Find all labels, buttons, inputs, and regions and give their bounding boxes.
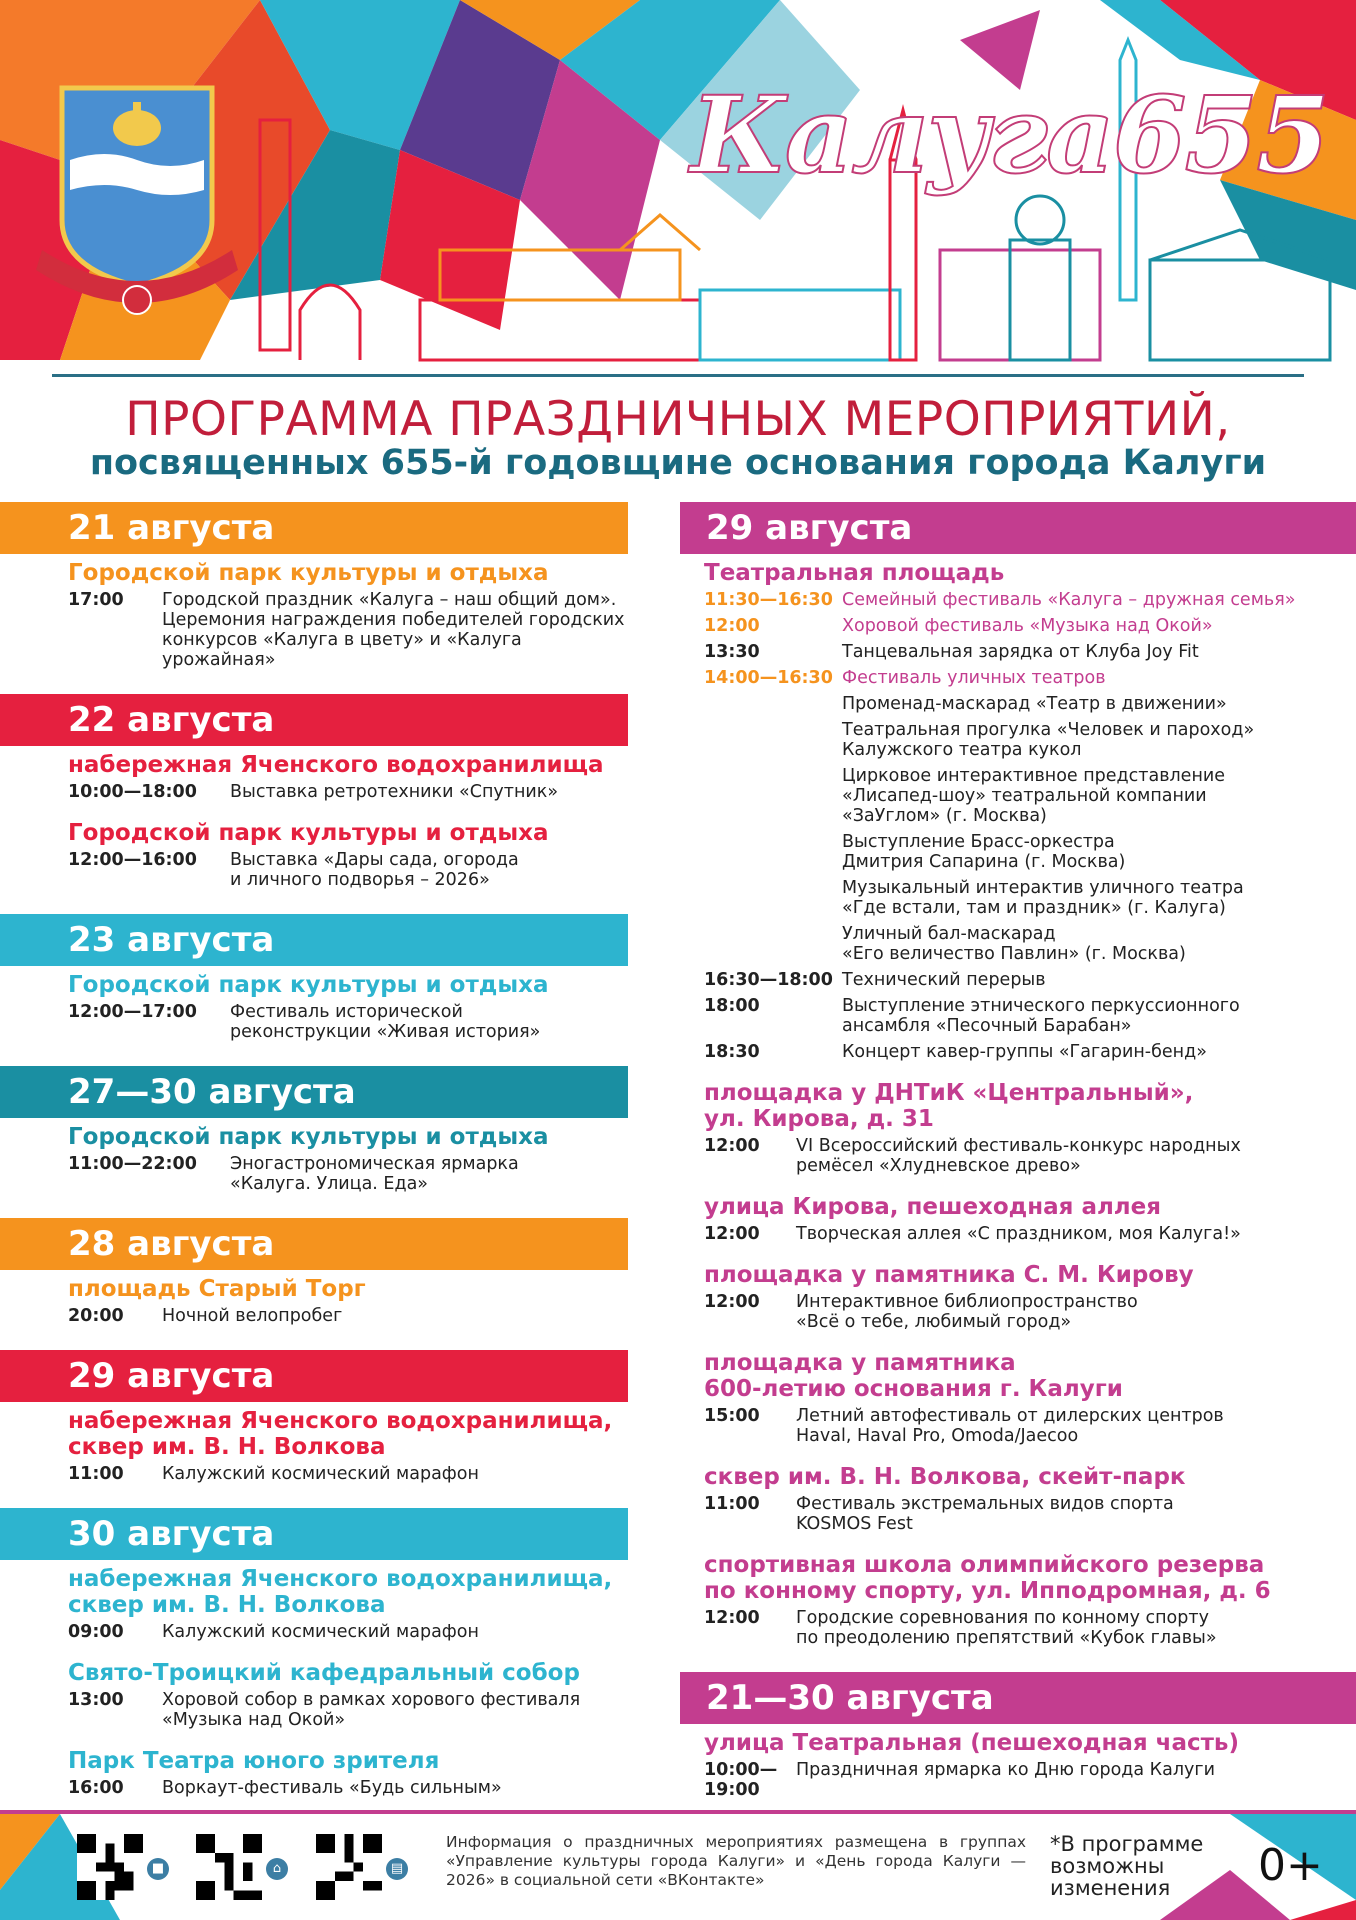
event-description: Фестиваль уличных театров [842, 668, 1106, 688]
age-rating-badge: 0+ [1258, 1840, 1323, 1891]
event-row [0, 1778, 640, 1798]
date-header: 21 августа [0, 502, 628, 554]
event-description: Летний автофестиваль от дилерских центров Haval, Haval Pro, Omoda/Jaecoo [796, 1406, 1224, 1446]
event-time: 16:30—18:00 [704, 970, 833, 990]
venue-name: набережная Яченского водохранилища [68, 752, 604, 778]
event-time: 20:00 [68, 1306, 124, 1326]
event-time: 13:00 [68, 1690, 124, 1710]
event-row [680, 878, 1356, 918]
event-time: 14:00—16:30 [704, 668, 833, 688]
venue-name: набережная Яченского водохранилища, сквер им. В. Н. Волкова [68, 1566, 613, 1618]
event-description: Концерт кавер-группы «Гагарин-бенд» [842, 1042, 1207, 1062]
coat-of-arms-icon [36, 88, 238, 314]
event-time: 12:00 [704, 616, 760, 636]
event-time [704, 720, 842, 760]
event-time: 16:00 [68, 1778, 124, 1798]
event-row [680, 616, 1356, 636]
event-row [0, 1622, 640, 1642]
event-description: Музыкальный интерактив уличного театра «Где встали, там и праздник» (г. Калуга) [842, 878, 1244, 918]
venue-name: площадь Старый Торг [68, 1276, 366, 1302]
event-description: Праздничная ярмарка ко Дню города Калуги [796, 1760, 1215, 1780]
event-row [0, 782, 640, 802]
event-row [680, 590, 1356, 610]
event-row [680, 1406, 1356, 1446]
event-time: 11:00 [68, 1464, 124, 1484]
venue-name: площадка у памятника 600-летию основания г. Калуги [704, 1350, 1123, 1402]
event-description: Воркаут-фестиваль «Будь сильным» [162, 1778, 502, 1798]
event-time: 18:30 [704, 1042, 760, 1062]
event-description: Выступление Брасс-оркестра Дмитрия Сапарина (г. Москва) [842, 832, 1126, 872]
event-row [680, 1292, 1356, 1332]
event-time: 11:30—16:30 [704, 590, 833, 610]
date-header: 21—30 августа [680, 1672, 1356, 1724]
event-row [680, 1042, 1356, 1062]
venue-name: Парк Театра юного зрителя [68, 1748, 440, 1774]
event-time: 11:00—22:00 [68, 1154, 197, 1174]
venue-name: Городской парк культуры и отдыха [68, 820, 549, 846]
date-header: 27—30 августа [0, 1066, 628, 1118]
section-gap [0, 1200, 640, 1218]
qr-code-icon[interactable] [196, 1834, 262, 1900]
date-header: 23 августа [0, 914, 628, 966]
event-time: 12:00—17:00 [68, 1002, 197, 1022]
event-description: Технический перерыв [842, 970, 1046, 990]
page-subtitle: посвященных 655-й годовщине основания города Калуги [89, 443, 1267, 483]
venue-name: площадка у ДНТиК «Центральный», ул. Кирова, д. 31 [704, 1080, 1194, 1132]
event-time: 10:00—19:00 [704, 1760, 778, 1800]
event-description: Семейный фестиваль «Калуга – дружная семья» [842, 590, 1296, 610]
event-time: 17:00 [68, 590, 124, 610]
page-title: ПРОГРАММА ПРАЗДНИЧНЫХ МЕРОПРИЯТИЙ, [125, 392, 1231, 447]
venue-name: Городской парк культуры и отдыха [68, 560, 549, 586]
event-row [680, 694, 1356, 714]
event-row [680, 668, 1356, 688]
schedule-right-column [680, 502, 1356, 1806]
event-row [680, 996, 1356, 1036]
venue-name: набережная Яченского водохранилища, сквер им. В. Н. Волкова [68, 1408, 613, 1460]
venue-name: Театральная площадь [704, 560, 1005, 586]
event-time: 11:00 [704, 1494, 760, 1514]
event-row [0, 1306, 640, 1326]
header-divider [52, 374, 1304, 377]
event-row [680, 766, 1356, 826]
event-row [0, 590, 640, 670]
venue-name: улица Театральная (пешеходная часть) [704, 1730, 1239, 1756]
event-description: Фестиваль экстремальных видов спорта KOSMOS Fest [796, 1494, 1174, 1534]
venue-gap [680, 1068, 1356, 1078]
venue-name: спортивная школа олимпийского резерва по конному спорту, ул. Ипподромная, д. 6 [704, 1552, 1271, 1604]
event-row [680, 1608, 1356, 1648]
event-time [704, 766, 842, 826]
event-description: VI Всероссийский фестиваль-конкурс народных ремёсел «Хлудневское древо» [796, 1136, 1241, 1176]
venue-gap [680, 1182, 1356, 1192]
event-time [704, 878, 842, 918]
venue-gap [0, 1648, 640, 1658]
event-time: 10:00—18:00 [68, 782, 197, 802]
qr-code-icon[interactable] [77, 1834, 143, 1900]
event-description: Эногастрономическая ярмарка «Калуга. Улица. Еда» [230, 1154, 519, 1194]
event-description: Танцевальная зарядка от Клуба Joy Fit [842, 642, 1199, 662]
venue-gap [0, 1736, 640, 1746]
venue-name: Городской парк культуры и отдыха [68, 972, 549, 998]
venue-gap [680, 1540, 1356, 1550]
event-time [704, 832, 842, 872]
event-time: 12:00 [704, 1136, 760, 1156]
event-description: Калужский космический марафон [162, 1464, 479, 1484]
event-time [704, 694, 842, 714]
qr-code-icon[interactable] [316, 1834, 382, 1900]
event-row [680, 832, 1356, 872]
section-gap [0, 676, 640, 694]
footer-note: *В программе возможны изменения [1050, 1832, 1204, 1900]
event-row [680, 970, 1356, 990]
event-description: Хоровой собор в рамках хорового фестиваля «Музыка над Окой» [162, 1690, 581, 1730]
event-time: 18:00 [704, 996, 760, 1016]
event-row [680, 1224, 1356, 1244]
venue-name: сквер им. В. Н. Волкова, скейт-парк [704, 1464, 1186, 1490]
venue-gap [680, 1338, 1356, 1348]
venue-name: улица Кирова, пешеходная аллея [704, 1194, 1162, 1220]
event-description: Хоровой фестиваль «Музыка над Окой» [842, 616, 1213, 636]
venue-name: Городской парк культуры и отдыха [68, 1124, 549, 1150]
event-row [680, 1136, 1356, 1176]
event-time: 15:00 [704, 1406, 760, 1426]
event-description: Городской праздник «Калуга – наш общий дом». Церемония награждения победителей городских конкурсов «Калуга в цвету» и «Калуга урожайная» [162, 590, 625, 670]
event-description: Выставка ретротехники «Спутник» [230, 782, 559, 802]
date-header: 29 августа [0, 1350, 628, 1402]
footer-info: Информация о праздничных мероприятиях размещена в группах «Управление культуры города Калуги» и «День города Калуги — 2026» в социальной сети «ВКонтакте» [446, 1833, 1026, 1889]
venue-gap [680, 1452, 1356, 1462]
event-description: Ночной велопробег [162, 1306, 343, 1326]
logo-text: Калуга655 [690, 72, 1328, 197]
event-time [704, 924, 842, 964]
event-description: Цирковое интерактивное представление «Лисапед-шоу» театральной компании «ЗаУглом» (г. Москва) [842, 766, 1226, 826]
event-row [680, 924, 1356, 964]
section-gap [0, 1048, 640, 1066]
event-row [680, 642, 1356, 662]
event-description: Творческая аллея «С праздником, моя Калуга!» [796, 1224, 1241, 1244]
event-time: 12:00 [704, 1608, 760, 1628]
event-description: Городские соревнования по конному спорту по преодолению препятствий «Кубок главы» [796, 1608, 1217, 1648]
event-row [680, 720, 1356, 760]
section-gap [0, 896, 640, 914]
event-row [0, 1464, 640, 1484]
venue-name: площадка у памятника С. М. Кирову [704, 1262, 1194, 1288]
event-time: 12:00 [704, 1292, 760, 1312]
venue-gap [0, 808, 640, 818]
vk-icon: ■ [147, 1858, 169, 1880]
section-gap [0, 1490, 640, 1508]
date-header: 28 августа [0, 1218, 628, 1270]
event-time: 09:00 [68, 1622, 124, 1642]
event-row [0, 1690, 640, 1730]
venue-gap [680, 1250, 1356, 1260]
library-icon: ▤ [386, 1858, 408, 1880]
date-header: 30 августа [0, 1508, 628, 1560]
schedule-left-column [0, 502, 640, 1804]
event-description: Фестиваль исторической реконструкции «Живая история» [230, 1002, 541, 1042]
event-row [680, 1494, 1356, 1534]
event-row [0, 1154, 640, 1194]
museum-icon: ⌂ [266, 1858, 288, 1880]
event-time: 12:00—16:00 [68, 850, 197, 870]
event-time: 12:00 [704, 1224, 760, 1244]
section-gap [0, 1332, 640, 1350]
date-header: 29 августа [680, 502, 1356, 554]
event-description: Выступление этнического перкуссионного ансамбля «Песочный Барабан» [842, 996, 1240, 1036]
event-description: Интерактивное библиопространство «Всё о тебе, любимый город» [796, 1292, 1138, 1332]
date-header: 22 августа [0, 694, 628, 746]
event-description: Уличный бал-маскарад «Его величество Павлин» (г. Москва) [842, 924, 1186, 964]
event-description: Театральная прогулка «Человек и пароход» Калужского театра кукол [842, 720, 1255, 760]
venue-name: Свято-Троицкий кафедральный собор [68, 1660, 580, 1686]
event-row [680, 1760, 1356, 1800]
event-row [0, 850, 640, 890]
section-gap [680, 1654, 1356, 1672]
event-time: 13:30 [704, 642, 760, 662]
event-row [0, 1002, 640, 1042]
event-description: Калужский космический марафон [162, 1622, 479, 1642]
event-description: Променад-маскарад «Театр в движении» [842, 694, 1227, 714]
event-description: Выставка «Дары сада, огорода и личного подворья – 2026» [230, 850, 519, 890]
